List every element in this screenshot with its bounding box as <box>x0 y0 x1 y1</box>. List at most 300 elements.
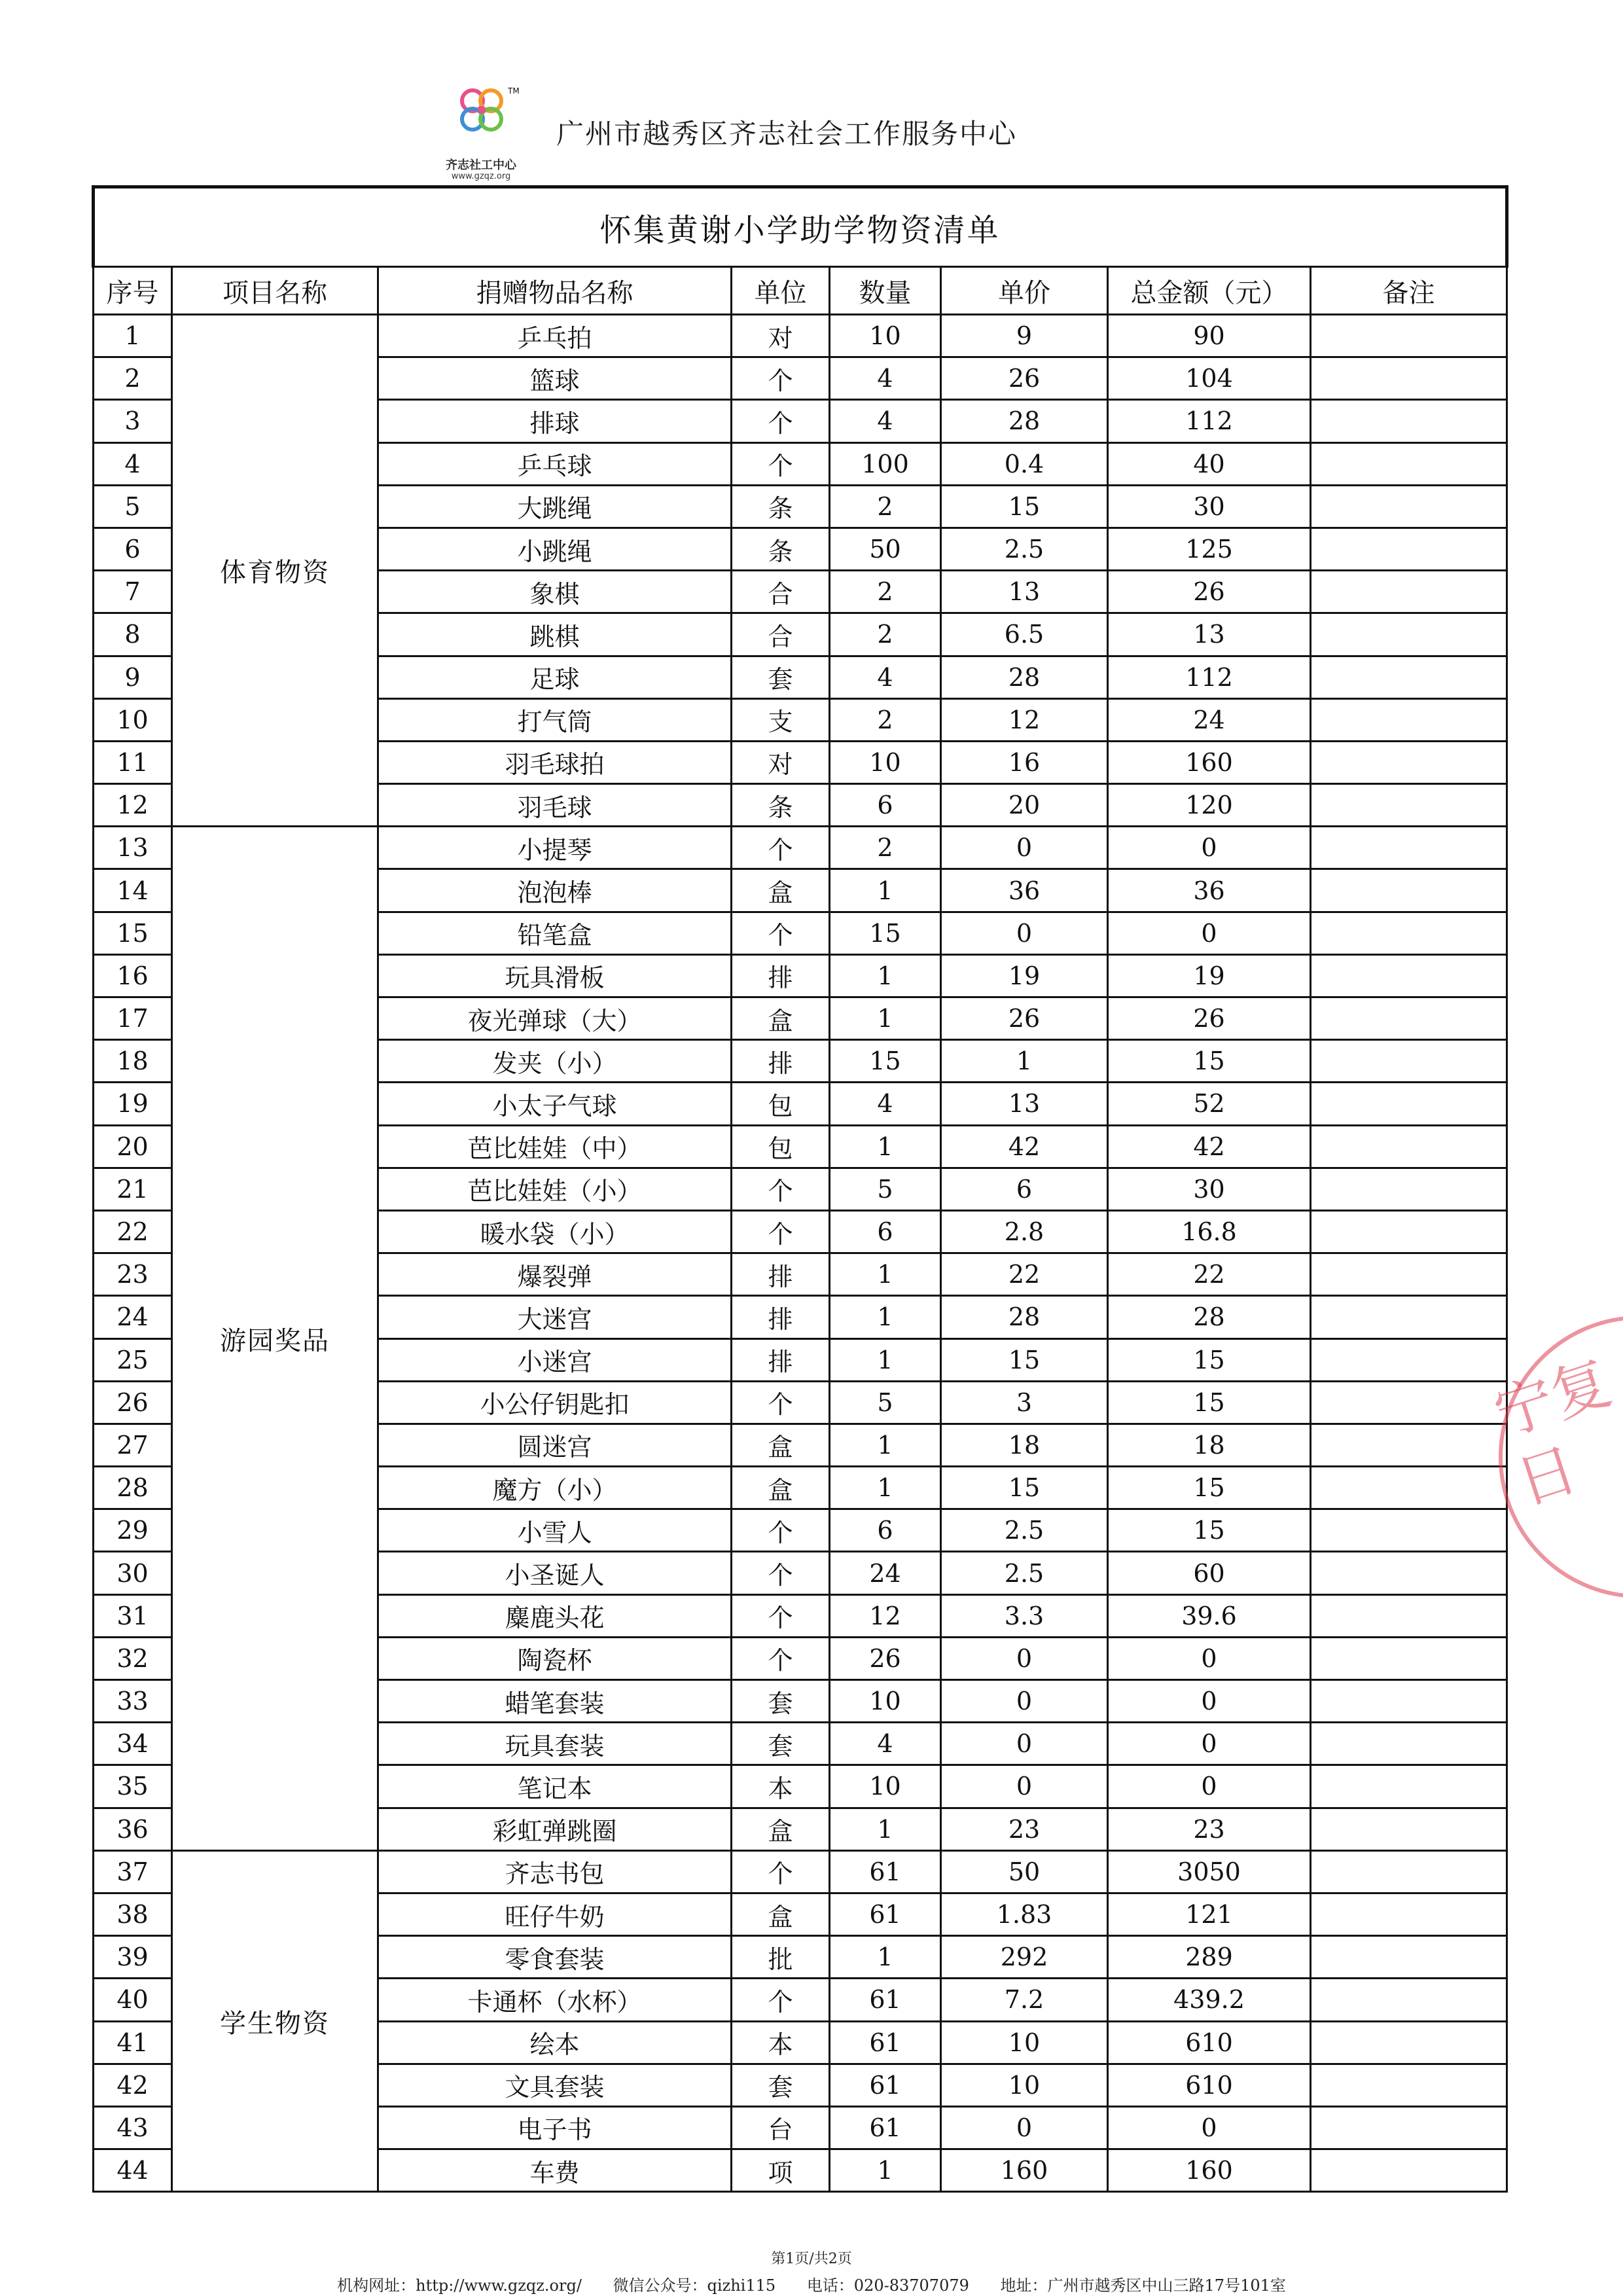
cell-item-name: 大迷宫 <box>378 1296 732 1338</box>
cell-unit-price: 0 <box>941 2106 1108 2149</box>
organization-logo <box>432 85 530 183</box>
cell-index: 1 <box>94 315 172 357</box>
cell-unit: 个 <box>732 1979 830 2021</box>
column-header-remarks: 备注 <box>1311 267 1507 315</box>
cell-remarks <box>1311 1424 1507 1466</box>
cell-total: 16.8 <box>1108 1210 1311 1253</box>
cell-item-name: 小雪人 <box>378 1509 732 1552</box>
cell-quantity: 10 <box>830 315 941 357</box>
cell-total: 15 <box>1108 1509 1311 1552</box>
cell-total: 13 <box>1108 613 1311 656</box>
cell-index: 35 <box>94 1765 172 1808</box>
cell-quantity: 6 <box>830 1210 941 1253</box>
cell-remarks <box>1311 1509 1507 1552</box>
cell-unit-price: 26 <box>941 357 1108 400</box>
cell-remarks <box>1311 1125 1507 1168</box>
cell-unit-price: 0 <box>941 1680 1108 1723</box>
cell-index: 33 <box>94 1680 172 1723</box>
cell-item-name: 跳棋 <box>378 613 732 656</box>
cell-index: 19 <box>94 1083 172 1125</box>
table-row <box>94 315 1507 357</box>
cell-index: 13 <box>94 827 172 869</box>
cell-total: 0 <box>1108 1723 1311 1765</box>
seal-text: 宁复日 <box>1486 1348 1620 1518</box>
cell-remarks <box>1311 571 1507 613</box>
cell-index: 40 <box>94 1979 172 2021</box>
cell-remarks <box>1311 1296 1507 1338</box>
cell-total: 0 <box>1108 1765 1311 1808</box>
cell-item-name: 绘本 <box>378 2021 732 2064</box>
cell-unit-price: 9 <box>941 315 1108 357</box>
cell-item-name: 芭比娃娃（小） <box>378 1168 732 1210</box>
cell-unit: 个 <box>732 357 830 400</box>
cell-index: 4 <box>94 442 172 485</box>
cell-index: 17 <box>94 997 172 1040</box>
logo-text: 齐志社工中心 <box>446 158 516 172</box>
cell-unit: 套 <box>732 656 830 698</box>
cell-total: 15 <box>1108 1338 1311 1381</box>
cell-total: 160 <box>1108 741 1311 783</box>
cell-index: 34 <box>94 1723 172 1765</box>
table-title: 怀集黄谢小学助学物资清单 <box>94 187 1507 267</box>
cell-quantity: 1 <box>830 1253 941 1296</box>
cell-unit-price: 10 <box>941 2064 1108 2106</box>
cell-item-name: 泡泡棒 <box>378 869 732 912</box>
cell-total: 0 <box>1108 1637 1311 1679</box>
cell-total: 60 <box>1108 1552 1311 1594</box>
cell-remarks <box>1311 1040 1507 1083</box>
cell-unit: 个 <box>732 1637 830 1679</box>
column-header-item-name: 捐赠物品名称 <box>378 267 732 315</box>
cell-unit: 包 <box>732 1125 830 1168</box>
table-row <box>94 1850 1507 1893</box>
cell-unit-price: 42 <box>941 1125 1108 1168</box>
cell-total: 23 <box>1108 1808 1311 1850</box>
cell-total: 610 <box>1108 2021 1311 2064</box>
cell-total: 121 <box>1108 1893 1311 1935</box>
cell-index: 24 <box>94 1296 172 1338</box>
cell-index: 7 <box>94 571 172 613</box>
cell-unit: 盒 <box>732 1467 830 1509</box>
cell-remarks <box>1311 1808 1507 1850</box>
cell-unit: 本 <box>732 2021 830 2064</box>
cell-category: 学生物资 <box>172 1850 378 2192</box>
cell-quantity: 5 <box>830 1381 941 1424</box>
cell-remarks <box>1311 827 1507 869</box>
cell-index: 32 <box>94 1637 172 1679</box>
table-header-row <box>94 267 1507 315</box>
cell-remarks <box>1311 1680 1507 1723</box>
cell-quantity: 2 <box>830 571 941 613</box>
logo-url: www.gzqz.org <box>451 171 511 181</box>
cell-unit-price: 13 <box>941 571 1108 613</box>
cell-unit-price: 3 <box>941 1381 1108 1424</box>
cell-unit-price: 0 <box>941 827 1108 869</box>
cell-total: 439.2 <box>1108 1979 1311 2021</box>
cell-quantity: 1 <box>830 954 941 997</box>
cell-quantity: 1 <box>830 1467 941 1509</box>
cell-unit-price: 13 <box>941 1083 1108 1125</box>
cell-unit: 个 <box>732 400 830 442</box>
cell-remarks <box>1311 1723 1507 1765</box>
cell-quantity: 61 <box>830 2106 941 2149</box>
cell-index: 22 <box>94 1210 172 1253</box>
cell-unit-price: 0 <box>941 1765 1108 1808</box>
cell-item-name: 小公仔钥匙扣 <box>378 1381 732 1424</box>
cell-unit: 排 <box>732 1253 830 1296</box>
cell-total: 0 <box>1108 1680 1311 1723</box>
cell-unit-price: 16 <box>941 741 1108 783</box>
cell-unit: 套 <box>732 1680 830 1723</box>
cell-remarks <box>1311 1765 1507 1808</box>
cell-unit-price: 0 <box>941 912 1108 954</box>
cell-quantity: 61 <box>830 2021 941 2064</box>
cell-item-name: 旺仔牛奶 <box>378 1893 732 1935</box>
cell-unit-price: 2.5 <box>941 528 1108 570</box>
cell-remarks <box>1311 1253 1507 1296</box>
cell-index: 25 <box>94 1338 172 1381</box>
cell-item-name: 陶瓷杯 <box>378 1637 732 1679</box>
cell-quantity: 50 <box>830 528 941 570</box>
cell-remarks <box>1311 400 1507 442</box>
cell-unit: 个 <box>732 1552 830 1594</box>
cell-unit: 项 <box>732 2149 830 2192</box>
cell-unit: 盒 <box>732 1424 830 1466</box>
cell-quantity: 1 <box>830 2149 941 2192</box>
cell-unit: 盒 <box>732 869 830 912</box>
cell-item-name: 小迷宫 <box>378 1338 732 1381</box>
cell-quantity: 1 <box>830 1808 941 1850</box>
organization-name: 广州市越秀区齐志社会工作服务中心 <box>556 118 1018 150</box>
cell-unit: 个 <box>732 1381 830 1424</box>
cell-total: 3050 <box>1108 1850 1311 1893</box>
cell-quantity: 61 <box>830 1979 941 2021</box>
footer-contact <box>0 2272 1623 2295</box>
cell-quantity: 5 <box>830 1168 941 1210</box>
cell-category: 游园奖品 <box>172 827 378 1851</box>
cell-quantity: 2 <box>830 485 941 528</box>
cell-quantity: 4 <box>830 1083 941 1125</box>
cell-quantity: 26 <box>830 1637 941 1679</box>
cell-remarks <box>1311 1467 1507 1509</box>
cell-index: 12 <box>94 784 172 827</box>
cell-unit-price: 20 <box>941 784 1108 827</box>
cell-quantity: 2 <box>830 698 941 741</box>
cell-unit: 条 <box>732 528 830 570</box>
cell-unit-price: 18 <box>941 1424 1108 1466</box>
cell-unit: 合 <box>732 613 830 656</box>
cell-unit: 个 <box>732 1850 830 1893</box>
cell-total: 18 <box>1108 1424 1311 1466</box>
cell-index: 31 <box>94 1594 172 1637</box>
cell-total: 120 <box>1108 784 1311 827</box>
column-header-total: 总金额（元） <box>1108 267 1311 315</box>
cell-remarks <box>1311 528 1507 570</box>
cell-unit-price: 0.4 <box>941 442 1108 485</box>
cell-unit-price: 23 <box>941 1808 1108 1850</box>
cell-item-name: 足球 <box>378 656 732 698</box>
page-number: 第1页/共2页 <box>771 2251 852 2267</box>
cell-total: 112 <box>1108 400 1311 442</box>
cell-total: 610 <box>1108 2064 1311 2106</box>
cell-unit: 台 <box>732 2106 830 2149</box>
cell-quantity: 10 <box>830 741 941 783</box>
cell-total: 36 <box>1108 869 1311 912</box>
cell-index: 29 <box>94 1509 172 1552</box>
cell-index: 36 <box>94 1808 172 1850</box>
cell-remarks <box>1311 656 1507 698</box>
cell-unit-price: 3.3 <box>941 1594 1108 1637</box>
cell-index: 43 <box>94 2106 172 2149</box>
cell-item-name: 彩虹弹跳圈 <box>378 1808 732 1850</box>
cell-index: 20 <box>94 1125 172 1168</box>
cell-remarks <box>1311 1979 1507 2021</box>
cell-remarks <box>1311 2021 1507 2064</box>
footer-address: 地址：广州市越秀区中山三路17号101室 <box>1000 2276 1286 2295</box>
cell-unit: 排 <box>732 1040 830 1083</box>
cell-index: 15 <box>94 912 172 954</box>
cell-quantity: 24 <box>830 1552 941 1594</box>
cell-total: 24 <box>1108 698 1311 741</box>
cell-quantity: 61 <box>830 1893 941 1935</box>
cell-remarks <box>1311 1552 1507 1594</box>
table-row <box>94 827 1507 869</box>
cell-unit: 个 <box>732 912 830 954</box>
cell-unit: 盒 <box>732 997 830 1040</box>
cell-remarks <box>1311 1381 1507 1424</box>
cell-unit-price: 15 <box>941 485 1108 528</box>
cell-unit: 批 <box>732 1936 830 1979</box>
cell-unit: 盒 <box>732 1808 830 1850</box>
cell-remarks <box>1311 2106 1507 2149</box>
cell-unit-price: 19 <box>941 954 1108 997</box>
cell-index: 26 <box>94 1381 172 1424</box>
footer-website: 机构网址：http://www.gzqz.org/ <box>337 2276 582 2295</box>
cell-item-name: 小跳绳 <box>378 528 732 570</box>
cell-quantity: 61 <box>830 1850 941 1893</box>
cell-unit-price: 12 <box>941 698 1108 741</box>
cell-item-name: 车费 <box>378 2149 732 2192</box>
cell-total: 0 <box>1108 912 1311 954</box>
cell-unit: 支 <box>732 698 830 741</box>
cell-quantity: 4 <box>830 656 941 698</box>
column-header-index: 序号 <box>94 267 172 315</box>
cell-item-name: 象棋 <box>378 571 732 613</box>
cell-item-name: 玩具套装 <box>378 1723 732 1765</box>
cell-total: 112 <box>1108 656 1311 698</box>
cell-item-name: 圆迷宫 <box>378 1424 732 1466</box>
cell-remarks <box>1311 1594 1507 1637</box>
cell-index: 5 <box>94 485 172 528</box>
cell-unit-price: 0 <box>941 1723 1108 1765</box>
cell-item-name: 暖水袋（小） <box>378 1210 732 1253</box>
cell-item-name: 文具套装 <box>378 2064 732 2106</box>
cell-unit-price: 26 <box>941 997 1108 1040</box>
cell-item-name: 爆裂弹 <box>378 1253 732 1296</box>
cell-total: 0 <box>1108 827 1311 869</box>
cell-quantity: 2 <box>830 613 941 656</box>
cell-index: 37 <box>94 1850 172 1893</box>
cell-item-name: 打气筒 <box>378 698 732 741</box>
cell-total: 125 <box>1108 528 1311 570</box>
column-header-category: 项目名称 <box>172 267 378 315</box>
cell-quantity: 15 <box>830 1040 941 1083</box>
cell-item-name: 排球 <box>378 400 732 442</box>
cell-quantity: 1 <box>830 1424 941 1466</box>
cell-total: 15 <box>1108 1467 1311 1509</box>
cell-total: 22 <box>1108 1253 1311 1296</box>
table-title-row <box>94 187 1507 267</box>
cell-index: 27 <box>94 1424 172 1466</box>
cell-item-name: 羽毛球拍 <box>378 741 732 783</box>
cell-unit-price: 22 <box>941 1253 1108 1296</box>
cell-total: 42 <box>1108 1125 1311 1168</box>
cell-index: 14 <box>94 869 172 912</box>
cell-category: 体育物资 <box>172 315 378 827</box>
cell-index: 42 <box>94 2064 172 2106</box>
cell-unit-price: 15 <box>941 1467 1108 1509</box>
cell-unit: 排 <box>732 954 830 997</box>
cell-remarks <box>1311 315 1507 357</box>
cell-total: 104 <box>1108 357 1311 400</box>
cell-index: 38 <box>94 1893 172 1935</box>
cell-item-name: 小圣诞人 <box>378 1552 732 1594</box>
cell-unit-price: 28 <box>941 400 1108 442</box>
cell-remarks <box>1311 1637 1507 1679</box>
cell-unit: 对 <box>732 741 830 783</box>
cell-remarks <box>1311 1338 1507 1381</box>
cell-item-name: 发夹（小） <box>378 1040 732 1083</box>
cell-unit: 个 <box>732 827 830 869</box>
cell-remarks <box>1311 869 1507 912</box>
cell-item-name: 齐志书包 <box>378 1850 732 1893</box>
cell-quantity: 100 <box>830 442 941 485</box>
cell-index: 6 <box>94 528 172 570</box>
cell-unit-price: 2.5 <box>941 1509 1108 1552</box>
cell-index: 10 <box>94 698 172 741</box>
cell-unit: 排 <box>732 1338 830 1381</box>
cell-remarks <box>1311 1936 1507 1979</box>
cell-unit-price: 15 <box>941 1338 1108 1381</box>
cell-index: 44 <box>94 2149 172 2192</box>
cell-unit: 条 <box>732 485 830 528</box>
cell-unit-price: 28 <box>941 656 1108 698</box>
cell-quantity: 4 <box>830 1723 941 1765</box>
cell-index: 41 <box>94 2021 172 2064</box>
cell-quantity: 10 <box>830 1765 941 1808</box>
cell-remarks <box>1311 698 1507 741</box>
cell-unit: 本 <box>732 1765 830 1808</box>
cell-index: 2 <box>94 357 172 400</box>
cell-item-name: 蜡笔套装 <box>378 1680 732 1723</box>
materials-table <box>92 185 1508 2193</box>
cell-item-name: 夜光弹球（大） <box>378 997 732 1040</box>
cell-item-name: 芭比娃娃（中） <box>378 1125 732 1168</box>
table-body <box>94 315 1507 2192</box>
footer-phone: 电话：020-83707079 <box>806 2276 969 2295</box>
cell-total: 90 <box>1108 315 1311 357</box>
cell-quantity: 4 <box>830 400 941 442</box>
cell-unit-price: 6 <box>941 1168 1108 1210</box>
cell-unit: 套 <box>732 2064 830 2106</box>
cell-quantity: 1 <box>830 1296 941 1338</box>
cell-index: 11 <box>94 741 172 783</box>
cell-total: 30 <box>1108 485 1311 528</box>
cell-quantity: 6 <box>830 1509 941 1552</box>
cell-remarks <box>1311 1850 1507 1893</box>
cell-index: 39 <box>94 1936 172 1979</box>
cell-item-name: 乒乓拍 <box>378 315 732 357</box>
cell-quantity: 1 <box>830 1125 941 1168</box>
cell-quantity: 15 <box>830 912 941 954</box>
cell-total: 15 <box>1108 1381 1311 1424</box>
cell-unit-price: 160 <box>941 2149 1108 2192</box>
cell-unit-price: 1 <box>941 1040 1108 1083</box>
cell-unit-price: 2.5 <box>941 1552 1108 1594</box>
cell-total: 30 <box>1108 1168 1311 1210</box>
cell-remarks <box>1311 613 1507 656</box>
cell-item-name: 笔记本 <box>378 1765 732 1808</box>
cell-remarks <box>1311 2149 1507 2192</box>
cell-total: 289 <box>1108 1936 1311 1979</box>
cell-total: 15 <box>1108 1040 1311 1083</box>
cell-unit: 排 <box>732 1296 830 1338</box>
cell-item-name: 羽毛球 <box>378 784 732 827</box>
logo-trademark: TM <box>508 86 520 96</box>
cell-index: 16 <box>94 954 172 997</box>
cell-index: 18 <box>94 1040 172 1083</box>
cell-quantity: 6 <box>830 784 941 827</box>
cell-unit: 条 <box>732 784 830 827</box>
cell-total: 160 <box>1108 2149 1311 2192</box>
cell-quantity: 1 <box>830 997 941 1040</box>
cell-remarks <box>1311 442 1507 485</box>
cell-unit: 个 <box>732 442 830 485</box>
cell-index: 21 <box>94 1168 172 1210</box>
cell-remarks <box>1311 2064 1507 2106</box>
cell-remarks <box>1311 1083 1507 1125</box>
cell-remarks <box>1311 357 1507 400</box>
cell-remarks <box>1311 784 1507 827</box>
cell-item-name: 大跳绳 <box>378 485 732 528</box>
cell-unit: 个 <box>732 1210 830 1253</box>
cell-unit-price: 292 <box>941 1936 1108 1979</box>
cell-unit: 盒 <box>732 1893 830 1935</box>
cell-item-name: 小太子气球 <box>378 1083 732 1125</box>
cell-item-name: 电子书 <box>378 2106 732 2149</box>
cell-unit-price: 0 <box>941 1637 1108 1679</box>
cell-index: 28 <box>94 1467 172 1509</box>
cell-quantity: 1 <box>830 1936 941 1979</box>
cell-total: 39.6 <box>1108 1594 1311 1637</box>
column-header-unit-price: 单价 <box>941 267 1108 315</box>
column-header-quantity: 数量 <box>830 267 941 315</box>
cell-index: 23 <box>94 1253 172 1296</box>
cell-item-name: 乒乓球 <box>378 442 732 485</box>
cell-unit-price: 50 <box>941 1850 1108 1893</box>
logo-mark-icon <box>458 85 505 151</box>
cell-item-name: 零食套装 <box>378 1936 732 1979</box>
footer-wechat: 微信公众号：qizhi115 <box>613 2276 776 2295</box>
cell-total: 19 <box>1108 954 1311 997</box>
cell-remarks <box>1311 912 1507 954</box>
cell-remarks <box>1311 954 1507 997</box>
cell-unit-price: 10 <box>941 2021 1108 2064</box>
cell-total: 52 <box>1108 1083 1311 1125</box>
cell-total: 26 <box>1108 997 1311 1040</box>
cell-unit: 个 <box>732 1509 830 1552</box>
cell-unit-price: 7.2 <box>941 1979 1108 2021</box>
